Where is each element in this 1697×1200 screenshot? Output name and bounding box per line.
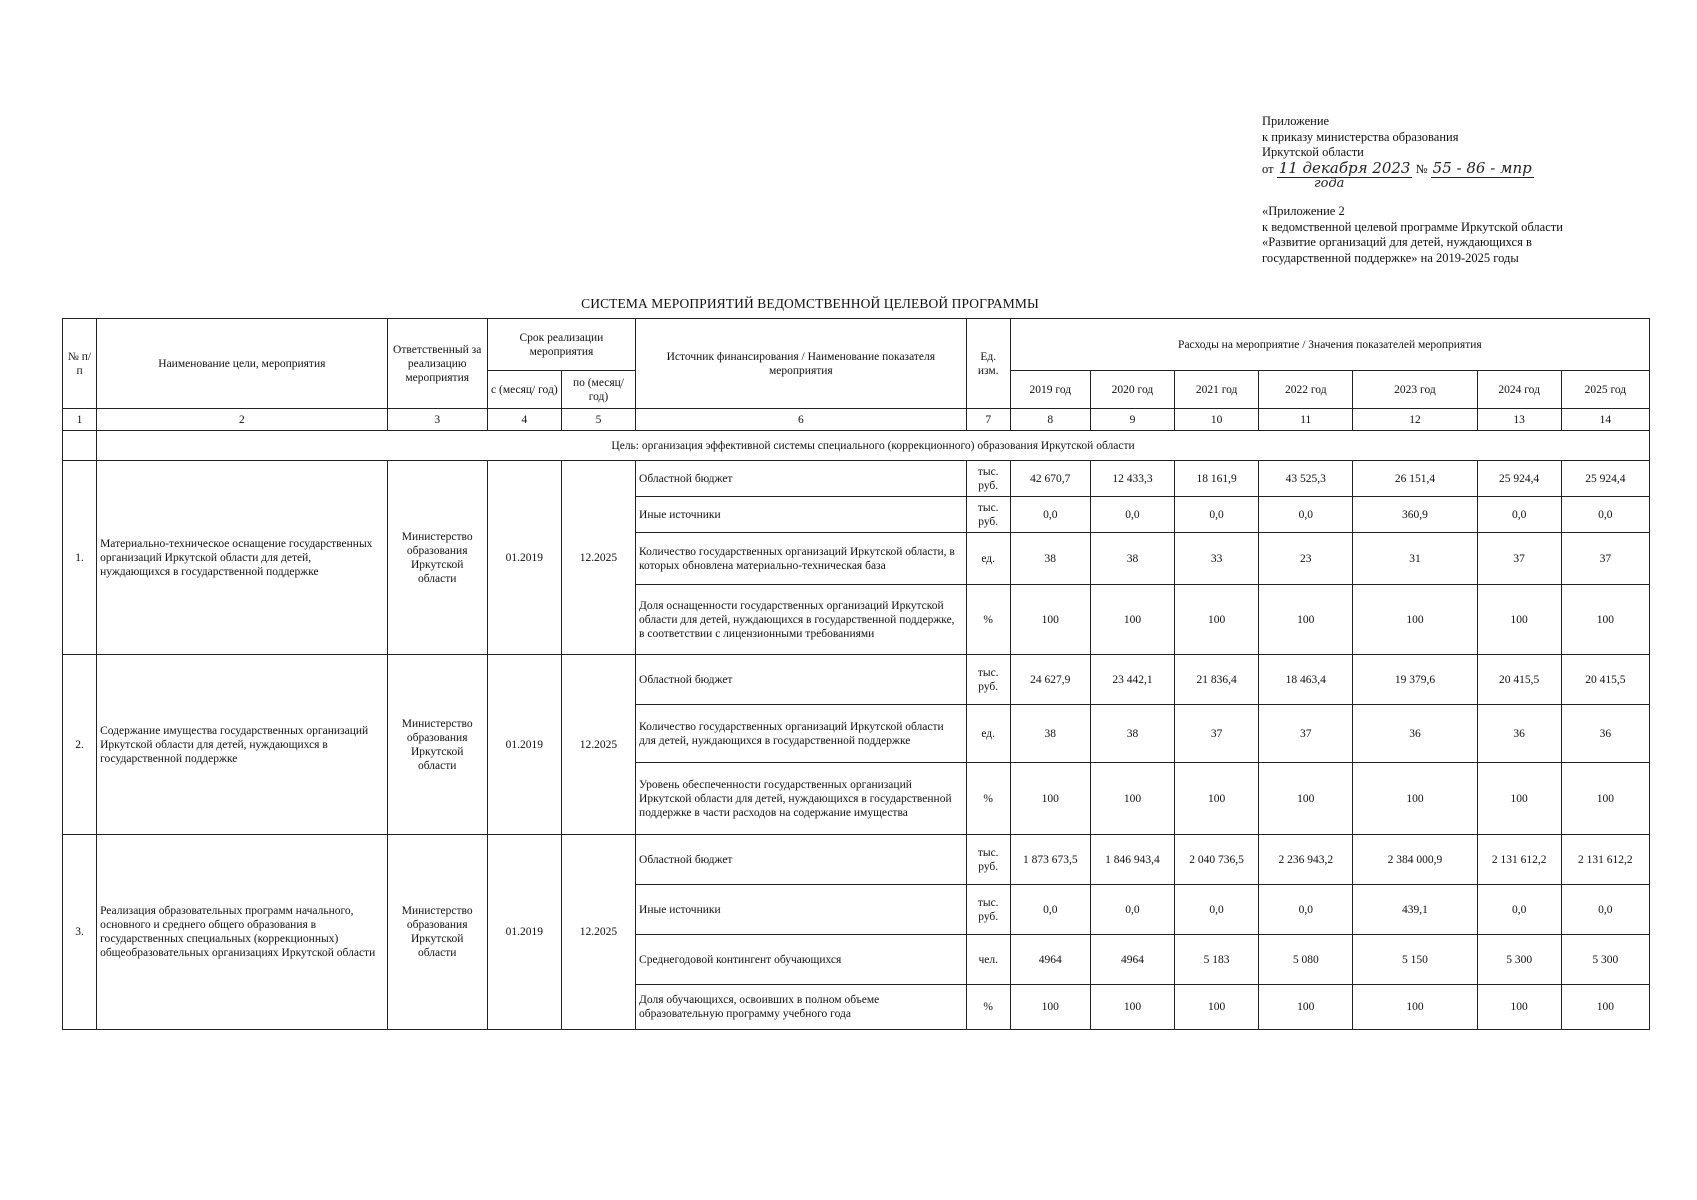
measure-value: 25 924,4 [1477,461,1561,497]
appendix-line: «Приложение 2 [1262,204,1345,218]
appendix-from-label: от [1262,161,1274,176]
measure-value: 2 384 000,9 [1353,835,1477,885]
measure-unit: % [966,585,1010,655]
measure-unit: тыс. руб. [966,461,1010,497]
measure-value: 100 [1477,763,1561,835]
header-source: Источник финансирования / Наименование показателя мероприятия [636,319,967,409]
measure-value: 5 300 [1477,935,1561,985]
measure-value: 18 463,4 [1259,655,1353,705]
measure-value: 100 [1010,585,1090,655]
measure-from: 01.2019 [487,655,561,835]
goal-text: Цель: организация эффективной системы специального (коррекционного) образования Иркутской области [97,431,1650,461]
measure-value: 5 300 [1561,935,1649,985]
appendix-line: государственной поддержке» на 2019-2025 годы [1262,250,1519,265]
measure-name: Содержание имущества государственных организаций Иркутской области для детей, нуждающихся в государственной поддержке [97,655,388,835]
measure-unit: ед. [966,533,1010,585]
measure-value: 38 [1010,705,1090,763]
measure-value: 36 [1477,705,1561,763]
measure-value: 0,0 [1175,885,1259,935]
measure-unit: чел. [966,935,1010,985]
measure-value: 37 [1561,533,1649,585]
measure-value: 21 836,4 [1175,655,1259,705]
measure-value: 33 [1175,533,1259,585]
measure-value: 100 [1259,763,1353,835]
measure-unit: % [966,985,1010,1030]
measure-value: 37 [1259,705,1353,763]
measure-row [63,835,1650,885]
measure-value: 0,0 [1010,885,1090,935]
appendix-line: «Развитие организаций для детей, нуждающихся в [1262,235,1532,249]
measure-to: 12.2025 [561,835,635,1030]
measure-value: 100 [1010,985,1090,1030]
measure-value: 100 [1090,585,1174,655]
measure-value: 25 924,4 [1561,461,1649,497]
measure-value: 24 627,9 [1010,655,1090,705]
appendix-line: Иркутской области [1262,145,1364,159]
measure-value: 38 [1010,533,1090,585]
header-name: Наименование цели, мероприятия [97,319,388,409]
header-responsible: Ответственный за реализацию мероприятия [387,319,487,409]
measure-source: Областной бюджет [636,655,967,705]
measure-value: 36 [1353,705,1477,763]
measure-to: 12.2025 [561,461,635,655]
measure-value: 100 [1259,985,1353,1030]
measure-value: 439,1 [1353,885,1477,935]
measure-unit: тыс. руб. [966,497,1010,533]
column-number: 9 [1090,409,1174,431]
handwritten-number: 55 - 86 - мпр [1432,158,1532,177]
measure-value: 26 151,4 [1353,461,1477,497]
measure-unit: тыс. руб. [966,655,1010,705]
measure-value: 100 [1477,985,1561,1030]
column-number: 5 [561,409,635,431]
measure-value: 100 [1175,763,1259,835]
measure-value: 37 [1477,533,1561,585]
header-year: 2024 год [1477,371,1561,409]
column-number: 4 [487,409,561,431]
measure-value: 20 415,5 [1477,655,1561,705]
header-year: 2022 год [1259,371,1353,409]
measure-value: 100 [1259,585,1353,655]
measure-name: Материально-техническое оснащение государственных организаций Иркутской области для детей, нуждающихся в государственной поддержке [97,461,388,655]
column-number: 12 [1353,409,1477,431]
header-expenses: Расходы на мероприятие / Значения показателей мероприятия [1010,319,1649,371]
measure-value: 100 [1010,763,1090,835]
header-year: 2019 год [1010,371,1090,409]
measure-name: Реализация образовательных программ начального, основного и среднего общего образования в государственных специальных (коррекционных) общеобразовательных организациях Иркутской области [97,835,388,1030]
measure-value: 2 040 736,5 [1175,835,1259,885]
measure-value: 23 442,1 [1090,655,1174,705]
measure-value: 2 131 612,2 [1477,835,1561,885]
measure-responsible: Министерство образования Иркутской области [387,655,487,835]
measure-value: 360,9 [1353,497,1477,533]
column-number: 1 [63,409,97,431]
measure-value: 20 415,5 [1561,655,1649,705]
measure-value: 100 [1175,985,1259,1030]
measure-unit: тыс. руб. [966,885,1010,935]
measure-value: 2 236 943,2 [1259,835,1353,885]
measure-from: 01.2019 [487,461,561,655]
measure-row [63,655,1650,705]
appendix-line: к приказу министерства образования [1262,129,1459,144]
measure-value: 42 670,7 [1010,461,1090,497]
measure-value: 18 161,9 [1175,461,1259,497]
appendix-line: Приложение [1262,114,1330,128]
header-to: по (месяц/ год) [561,371,635,409]
measure-source: Среднегодовой контингент обучающихся [636,935,967,985]
measure-value: 100 [1561,763,1649,835]
measure-source: Количество государственных организаций Иркутской области, в которых обновлена материально-техническая база [636,533,967,585]
measure-source: Доля оснащенности государственных организаций Иркутской области для детей, нуждающихся в государственной поддержке, в соответствии с лицензионными требованиями [636,585,967,655]
measure-from: 01.2019 [487,835,561,1030]
measure-value: 5 183 [1175,935,1259,985]
measure-value: 4964 [1010,935,1090,985]
measure-value: 0,0 [1090,885,1174,935]
measure-number: 1. [63,461,97,655]
measure-value: 4964 [1090,935,1174,985]
measure-value: 0,0 [1259,497,1353,533]
header-unit: Ед. изм. [966,319,1010,409]
document-title: СИСТЕМА МЕРОПРИЯТИЙ ВЕДОМСТВЕННОЙ ЦЕЛЕВОЙ ПРОГРАММЫ [581,296,1039,311]
measure-value: 1 873 673,5 [1010,835,1090,885]
handwritten-year: года [1314,176,1345,191]
column-number: 2 [97,409,388,431]
measure-value: 0,0 [1175,497,1259,533]
measure-value: 36 [1561,705,1649,763]
measure-value: 2 131 612,2 [1561,835,1649,885]
measure-source: Уровень обеспеченности государственных организаций Иркутской области для детей, нуждающихся в государственной поддержке в части расходов на содержание имущества [636,763,967,835]
measure-value: 100 [1353,985,1477,1030]
measure-unit: тыс. руб. [966,835,1010,885]
measure-value: 100 [1353,585,1477,655]
measure-number: 3. [63,835,97,1030]
measure-value: 38 [1090,533,1174,585]
measure-value: 100 [1561,585,1649,655]
measure-unit: ед. [966,705,1010,763]
column-numbers-row [63,409,1650,431]
measure-value: 5 150 [1353,935,1477,985]
header-year: 2021 год [1175,371,1259,409]
column-number: 8 [1010,409,1090,431]
measure-value: 1 846 943,4 [1090,835,1174,885]
header-year: 2025 год [1561,371,1649,409]
measure-source: Количество государственных организаций Иркутской области для детей, нуждающихся в государственной поддержке [636,705,967,763]
handwritten-date: 11 декабря 2023 [1278,158,1411,177]
column-number: 11 [1259,409,1353,431]
measure-value: 0,0 [1477,885,1561,935]
header-year: 2020 год [1090,371,1174,409]
column-number: 10 [1175,409,1259,431]
measure-value: 37 [1175,705,1259,763]
measure-responsible: Министерство образования Иркутской области [387,461,487,655]
header-year: 2023 год [1353,371,1477,409]
measure-value: 5 080 [1259,935,1353,985]
measure-value: 0,0 [1477,497,1561,533]
measure-value: 100 [1561,985,1649,1030]
measure-value: 43 525,3 [1259,461,1353,497]
measure-value: 100 [1090,985,1174,1030]
measure-value: 23 [1259,533,1353,585]
measure-source: Доля обучающихся, освоивших в полном объеме образовательную программу учебного года [636,985,967,1030]
header-from: с (месяц/ год) [487,371,561,409]
header-num: № п/п [63,319,97,409]
measure-value: 19 379,6 [1353,655,1477,705]
column-number: 7 [966,409,1010,431]
measure-value: 100 [1175,585,1259,655]
measure-value: 38 [1090,705,1174,763]
measure-source: Иные источники [636,885,967,935]
column-number: 3 [387,409,487,431]
column-number: 14 [1561,409,1649,431]
measure-value: 100 [1353,763,1477,835]
measure-value: 0,0 [1561,497,1649,533]
measure-number: 2. [63,655,97,835]
measure-source: Областной бюджет [636,461,967,497]
column-number: 13 [1477,409,1561,431]
measure-responsible: Министерство образования Иркутской области [387,835,487,1030]
measure-unit: % [966,763,1010,835]
appendix-block [1262,114,1662,266]
measure-source: Иные источники [636,497,967,533]
appendix-order-line [1262,158,1662,178]
measure-value: 0,0 [1259,885,1353,935]
measure-row [63,461,1650,497]
measure-value: 0,0 [1010,497,1090,533]
measures-table [62,318,1650,1030]
measure-value: 12 433,3 [1090,461,1174,497]
column-number: 6 [636,409,967,431]
measure-source: Областной бюджет [636,835,967,885]
header-period: Срок реализации мероприятия [487,319,635,371]
measure-value: 0,0 [1090,497,1174,533]
measure-value: 31 [1353,533,1477,585]
appendix-line: к ведомственной целевой программе Иркутской области [1262,219,1563,234]
measure-to: 12.2025 [561,655,635,835]
measure-value: 0,0 [1561,885,1649,935]
measure-value: 100 [1090,763,1174,835]
goal-row [63,431,1650,461]
measure-value: 100 [1477,585,1561,655]
appendix-number-label: № [1415,161,1428,176]
goal-empty-cell [63,431,97,461]
